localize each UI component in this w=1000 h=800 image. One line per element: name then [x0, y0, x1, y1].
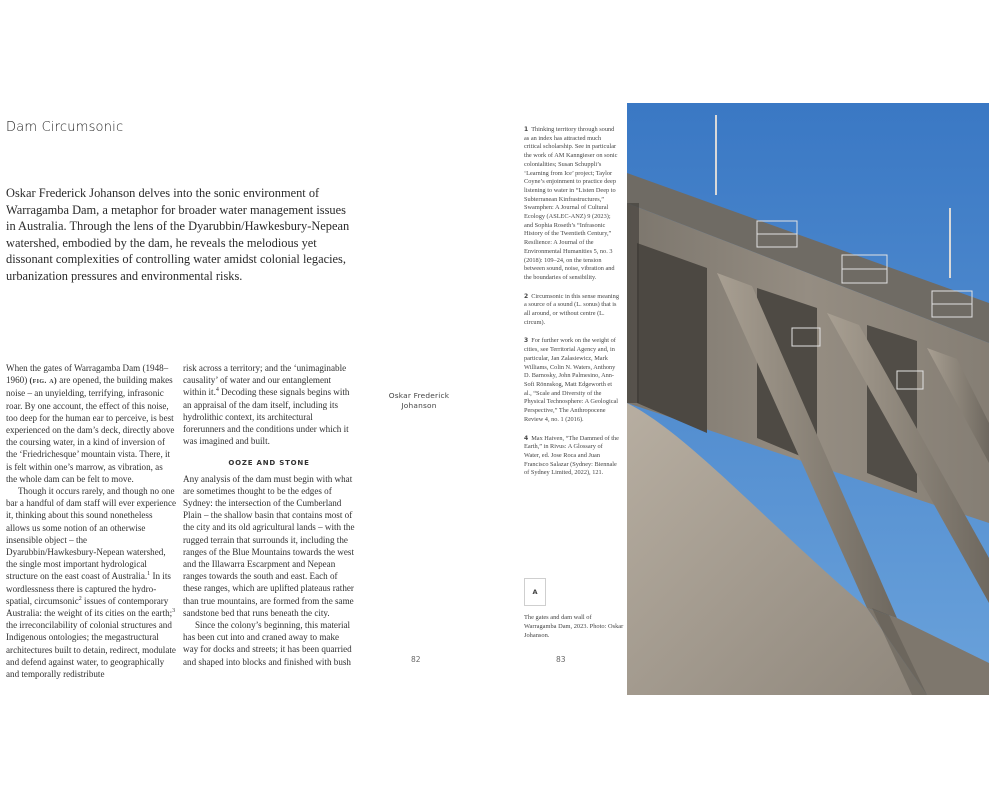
body-column-2 — [183, 362, 355, 668]
paragraph: Since the colony’s beginning, this material has been cut into and craned away to make way for docks and streets; it has been quarried and shaped into blocks and finished with bush — [183, 620, 352, 667]
footnote-ref[interactable]: 1 — [147, 571, 151, 578]
footnote-ref[interactable]: 2 — [78, 595, 82, 602]
figure-label: A — [532, 588, 538, 596]
page-number-left: 82 — [411, 655, 421, 664]
body-column-1 — [6, 362, 176, 680]
section-heading: OOZE AND STONE — [228, 459, 310, 468]
figure-caption: The gates and dam wall of Warragamba Dam, 2023. Photo: Oskar Johanson. — [524, 614, 624, 639]
footnote-ref[interactable]: 3 — [172, 608, 176, 615]
dam-photograph — [627, 103, 989, 695]
footnote: 2 Circumsonic in this sense meaning a source of a sound (L. sonus) that is all around, or without centre (L. circum). — [524, 292, 619, 326]
footnote: 1 Thinking territory through sound as an index has attracted much critical scholarship. See in particular the work of AM Kanngieser on sonic colonialities; Susan Schuppli’s ‘Learning from Ice’ project; Taylor Coyne’s enjoinment to practice deep listening to water in “Listen Deep to Subterranean Kinfrastructures,” Swamphen: A Journal of Cultural Ecology (ASLEC-ANZ) 9 (2023); and Sophia Roseth’s “Infrasonic History of the Twentieth Century,” Resilience: A Journal of the Environmental Humanities 5, no. 3 (2018): 109–24, on the tension between sound, noise, vibration and the boundaries of sensibility. — [524, 126, 618, 281]
footnote-ref[interactable]: 4 — [215, 387, 219, 394]
footnote: 4 Max Haiven, “The Dammed of the Earth,” in Rivus: A Glossary of Water, ed. Jose Roca and Juan Francisco Salazar (Sydney: Biennale of Sydney Limited, 2022), 121. — [524, 434, 619, 477]
footnotes — [524, 126, 620, 488]
article-abstract: Oskar Frederick Johanson delves into the sonic environment of Warragamba Dam, a metaphor for broader water management issues in Australia. Through the lens of the Dyarubbin/Hawkesbury-Nepean watershed, embodied by the dam, he reveals the melodious yet dissonant complexities of controlling water amidst colonial legacies, urbanization pressures and environmental risks. — [6, 186, 350, 283]
paragraph: risk across a territory; and the ‘unimaginable causality’ of water and our entanglement within it.$^4$ Decoding these signals begins with an appraisal of the dam itself, including its hydrolithic context, its architectural forerunners and the conditions under which it was imagined and built. — [183, 363, 350, 447]
paragraph: Though it occurs rarely, and though no one bar a handful of dam staff will ever experience it, thinking about this sound nonetheless allows us some notion of an otherwise insensible object – the Dyarubbin/Hawkesbury-Nepean watershed, the single most important hydrological structure on the east coast of Australia.$^1$ In its wordlessness there is captured the hydro-spatial, circumsonic$^2$ issues of contemporary Australia: the weight of its cities on the earth;$^3$ the irreconcilability of colonial structures and Indigenous ontologies; the megastructural architectures built to detain, redirect, modulate and defend against water, to geographically and temporally redistribute — [6, 486, 177, 680]
article-title: Dam Circumsonic — [6, 120, 124, 135]
figure-reference[interactable]: (fig. a) — [29, 376, 58, 386]
paragraph: When the gates of Warragamba Dam (1948–1960) (fig. a) are opened, the building makes noise – an unyielding, terrifying, infrasonic roar. By one account, the effect of this noise, too deep for the human ear to perceive, is best experienced on the dam’s deck, directly above the coursing water, in a kind of inversion of the ‘Friedrichesque’ mountain vista. There, it is felt within one’s marrow, as vibration, as the whole dam can be felt to move. — [6, 363, 175, 484]
paragraph: Any analysis of the dam must begin with what are sometimes thought to be the edges of Sydney: the intersection of the Cumberland Plain – the shallow basin that contains most of the city and its old agricultural lands – with the rugged terrain that surrounds it, including the ranges of the Blue Mountains towards the west and the Illawarra Escarpment and Nepean ranges towards the south and east. Each of these ranges, which are uplifted plateaus rather than true mountains, are formed from the same sandstone bed that runs beneath the city. — [183, 473, 355, 618]
footnote: 3 For further work on the weight of cities, see Territorial Agency and, in particular, Jan Zalasiewicz, Mark Williams, Colin N. Waters, Anthony D. Barnosky, John Palmesino, Ann-Sofi Rönnskog, Matt Edgeworth et al., “Scale and Diversity of the Physical Technosphere: A Geological Perspective,” The Anthropocene Review 4, no. 1 (2016). — [524, 337, 619, 423]
author-name: Oskar Frederick Johanson — [388, 391, 450, 410]
page-number-right: 83 — [556, 655, 566, 664]
figure-label-box — [524, 578, 546, 606]
